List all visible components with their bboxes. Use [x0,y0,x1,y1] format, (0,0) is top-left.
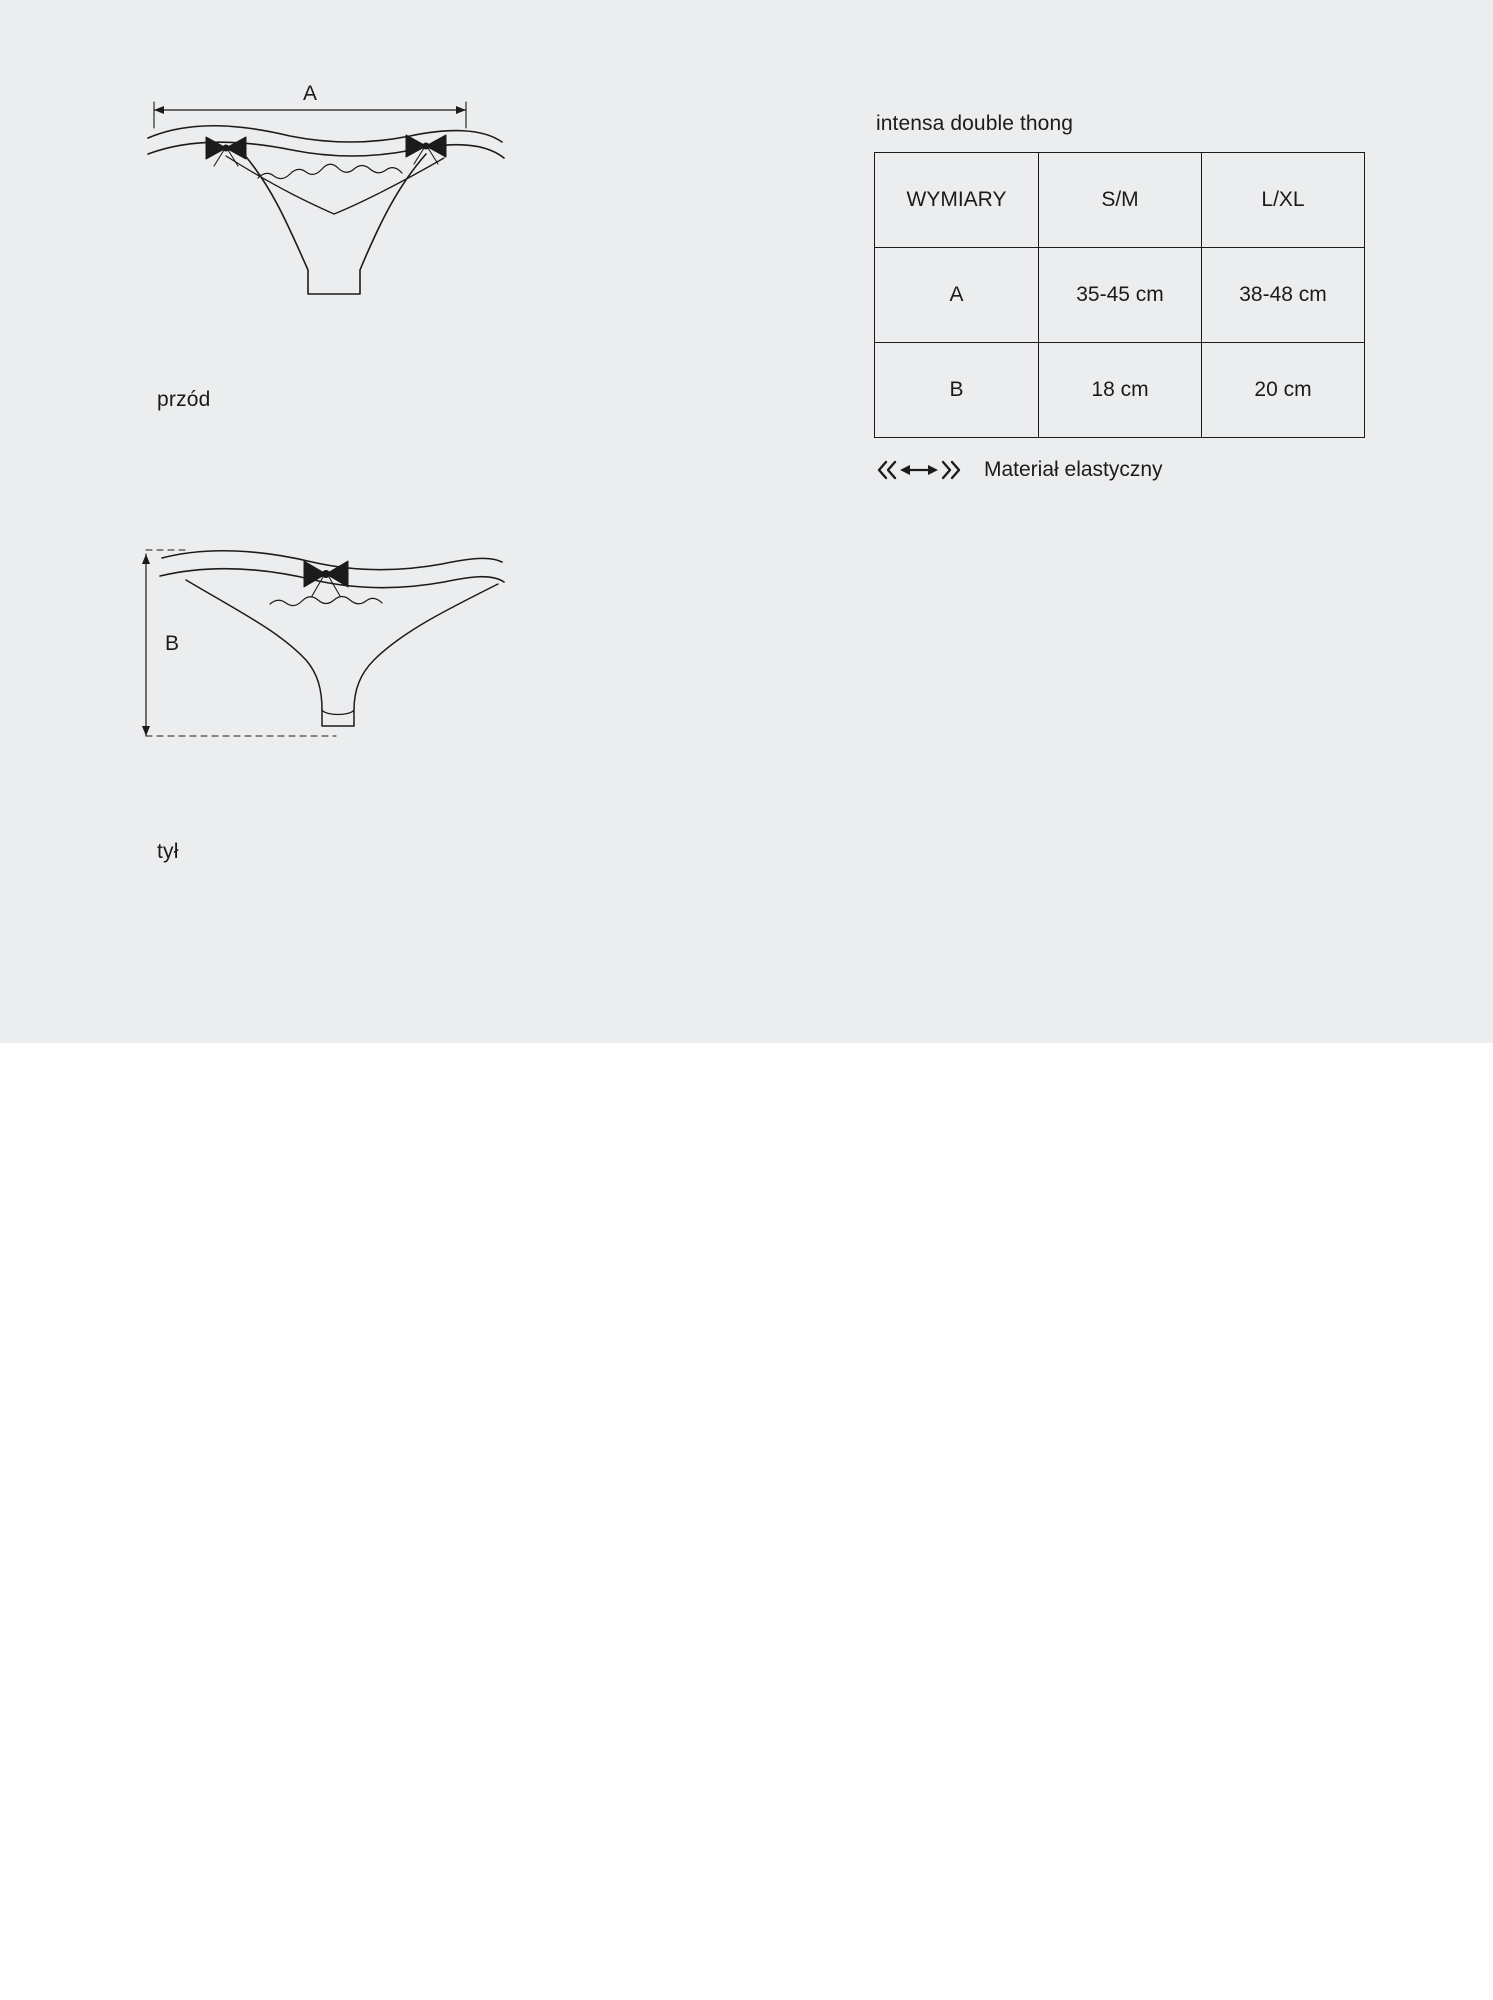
row-b-sm: 18 cm [1039,343,1202,438]
row-b-lxl: 20 cm [1202,343,1365,438]
table-header-dimensions: WYMIARY [875,153,1039,248]
size-table [874,152,1365,438]
row-a-lxl: 38-48 cm [1202,248,1365,343]
front-dimension-label: A [302,82,318,105]
table-header-lxl: L/XL [1202,153,1365,248]
back-view-illustration [130,540,590,790]
size-info-panel [874,112,1374,484]
back-view-caption: tył [157,840,179,863]
product-title: intensa double thong [876,112,1073,135]
table-row [875,343,1365,438]
double-arrow-elastic-icon [876,456,962,484]
row-a-sm: 35-45 cm [1039,248,1202,343]
front-view-illustration [130,80,590,320]
elastic-material-label: Materiał elastyczny [984,458,1163,481]
row-b-label: B [875,343,1039,438]
row-a-label: A [875,248,1039,343]
front-view-caption: przód [157,388,211,411]
table-header-sm: S/M [1039,153,1202,248]
elastic-material-legend [876,456,1374,484]
table-row [875,248,1365,343]
back-dimension-label: B [164,632,180,655]
table-header-row [875,153,1365,248]
